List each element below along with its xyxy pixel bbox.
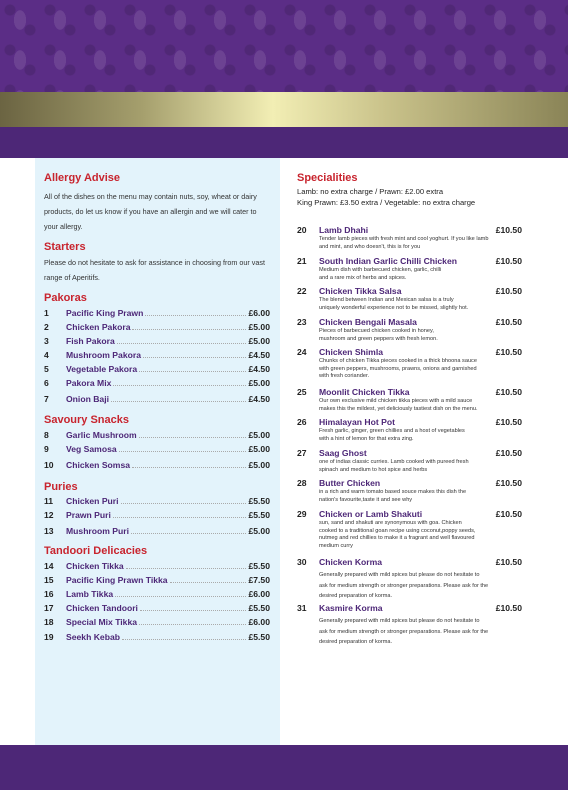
item-name: Onion Baji <box>66 394 109 404</box>
menu-item <box>44 350 270 360</box>
dot-leader <box>111 401 247 402</box>
description-line: ask for medium strength or stronger preparations. Please ask for the <box>319 628 489 635</box>
item-number: 17 <box>44 603 54 613</box>
item-name: Chicken Puri <box>66 496 119 506</box>
item-price: £10.50 <box>495 347 522 357</box>
dot-leader <box>117 343 247 344</box>
item-number: 2 <box>44 322 49 332</box>
item-number: 15 <box>44 575 54 585</box>
description-line: nation's favourite,taste it and see why <box>319 496 413 503</box>
item-price: £10.50 <box>495 256 522 266</box>
item-number: 19 <box>44 632 54 642</box>
item-number: 7 <box>44 394 49 404</box>
item-name: Special Mix Tikka <box>66 617 138 627</box>
item-number: 11 <box>44 496 54 506</box>
description-line: and mint, and who doesn't, this is for you <box>319 243 421 250</box>
item-price: £10.50 <box>495 387 522 397</box>
item-price: £4.50 <box>248 350 270 360</box>
item-name: Chicken Korma <box>319 557 383 567</box>
dot-leader <box>126 568 247 569</box>
gold-band <box>0 92 568 127</box>
item-price: £10.50 <box>495 225 522 235</box>
item-number: 1 <box>44 308 49 318</box>
item-number: 22 <box>297 286 307 296</box>
menu-item <box>44 632 270 642</box>
item-description <box>319 328 529 343</box>
item-price: £5.50 <box>248 496 270 506</box>
item-name: Saag Ghost <box>319 448 367 458</box>
menu-item <box>44 378 270 388</box>
description-line: one of indias classic curries. Lamb cooked with pureed fresh <box>319 459 469 465</box>
menu-item <box>44 364 270 374</box>
item-name: Garlic Mushroom <box>66 430 137 440</box>
description-line: The blend between Indian and Mexican salsa is a truly <box>319 297 454 303</box>
item-description <box>319 489 529 504</box>
item-number: 16 <box>44 589 54 599</box>
menu-item <box>44 561 270 571</box>
description-line: ask for medium strength or stronger preparations. Please ask for the <box>319 582 489 589</box>
dot-leader <box>145 315 246 316</box>
dot-leader <box>121 503 247 504</box>
item-number: 30 <box>297 557 307 567</box>
item-description <box>319 428 529 443</box>
description-line: with a hint of lemon for that extra zing. <box>319 435 414 442</box>
section-title: Tandoori Delicacies <box>44 545 148 557</box>
description-line: desired preparation of korma. <box>319 593 393 599</box>
item-number: 4 <box>44 350 49 360</box>
item-number: 26 <box>297 417 307 427</box>
item-price: £10.50 <box>495 478 522 488</box>
item-price: £4.50 <box>248 394 270 404</box>
item-number: 6 <box>44 378 49 388</box>
dot-leader <box>139 624 246 625</box>
speciality-item <box>297 347 522 357</box>
item-price: £5.50 <box>248 510 270 520</box>
item-name: Fish Pakora <box>66 336 115 346</box>
item-number: 5 <box>44 364 49 374</box>
speciality-item <box>297 603 522 613</box>
speciality-item <box>297 225 522 235</box>
item-name: Chicken Tikka <box>66 561 124 571</box>
dot-leader <box>132 329 246 330</box>
item-price: £5.00 <box>248 336 270 346</box>
allergy-text: All of the dishes on the menu may contain nuts, soy, wheat or dairy products, do let us know if you have an allergin and we will cater to your allergy. <box>44 192 257 231</box>
speciality-item <box>297 286 522 296</box>
dot-leader <box>119 451 247 452</box>
speciality-item <box>297 387 522 397</box>
item-price: £4.50 <box>248 364 270 374</box>
description-line: Fresh garlic, ginger, green chillies and a host of vegetables <box>319 428 465 434</box>
item-price: £5.00 <box>248 322 270 332</box>
item-price: £6.00 <box>248 308 270 318</box>
description-line: makes this the mildest, yet deliciously tastiest dish on the menu. <box>319 405 478 412</box>
item-description <box>319 267 529 282</box>
speciality-item <box>297 557 522 567</box>
section-title: Puries <box>44 481 78 493</box>
menu-item <box>44 336 270 346</box>
description-line: desired preparation of korma. <box>319 639 393 645</box>
speciality-item <box>297 417 522 427</box>
item-number: 28 <box>297 478 307 488</box>
dot-leader <box>139 371 246 372</box>
item-number: 14 <box>44 561 54 571</box>
description-line: with green peppers, mushrooms, prawns, onions and garnished <box>319 365 477 372</box>
description-line: Our own exclusive mild chicken tikka pieces with a mild sauce <box>319 398 473 404</box>
item-price: £5.00 <box>248 378 270 388</box>
menu-item <box>44 430 270 440</box>
item-name: Veg Samosa <box>66 444 117 454</box>
menu-item <box>44 496 270 506</box>
item-name: Butter Chicken <box>319 478 381 488</box>
item-description <box>319 459 529 474</box>
item-name: Himalayan Hot Pot <box>319 417 395 427</box>
speciality-item <box>297 448 522 458</box>
item-description <box>319 398 529 413</box>
item-description <box>319 236 529 251</box>
starters-title: Starters <box>44 241 86 253</box>
speciality-item <box>297 509 522 519</box>
description-line: Pieces of barbecued chicken cooked in honey, <box>319 328 434 334</box>
speciality-item <box>297 478 522 488</box>
item-name: Prawn Puri <box>66 510 111 520</box>
item-number: 25 <box>297 387 307 397</box>
item-name: Mushroom Pakora <box>66 350 141 360</box>
item-price: £5.50 <box>248 561 270 571</box>
item-name: Chicken Tikka Salsa <box>319 286 402 296</box>
dot-leader <box>143 357 247 358</box>
item-price: £10.50 <box>495 603 522 613</box>
dot-leader <box>132 467 246 468</box>
speciality-item <box>297 256 522 266</box>
item-name: Pakora Mix <box>66 378 112 388</box>
item-price: £10.50 <box>495 317 522 327</box>
item-number: 21 <box>297 256 307 266</box>
bottom-bar <box>0 745 568 790</box>
item-number: 20 <box>297 225 307 235</box>
item-name: Seekh Kebab <box>66 632 120 642</box>
description-line: nutmeg and red chillies to make it a fragrant and well flavoured <box>319 535 475 542</box>
menu-item <box>44 603 270 613</box>
item-price: £5.00 <box>248 430 270 440</box>
description-line: Chunks of chicken Tikka pieces cooked in a thick bhoona sauce <box>319 358 477 364</box>
item-price: £10.50 <box>495 448 522 458</box>
item-price: £5.00 <box>248 460 270 470</box>
item-number: 9 <box>44 444 49 454</box>
item-name: Chicken Bengali Masala <box>319 317 417 327</box>
item-name: Lamb Dhahi <box>319 225 369 235</box>
item-name: Lamb Tikka <box>66 589 114 599</box>
menu-item <box>44 510 270 520</box>
item-number: 29 <box>297 509 307 519</box>
dot-leader <box>139 437 247 438</box>
item-name: Chicken Somsa <box>66 460 130 470</box>
item-price: £5.50 <box>248 632 270 642</box>
menu-item <box>44 575 270 585</box>
item-number: 23 <box>297 317 307 327</box>
dot-leader <box>113 517 247 518</box>
description-line: Generally prepared with mild spices but please do not hesitate to <box>319 572 480 578</box>
item-price: £10.50 <box>495 417 522 427</box>
item-number: 8 <box>44 430 49 440</box>
item-number: 24 <box>297 347 307 357</box>
description-line: cooked to a traditional goan recipe using coconut,poppy seeds, <box>319 527 476 534</box>
specialities-note-1: Lamb: no extra charge / Prawn: £2.00 extra <box>297 187 444 196</box>
description-line: with fresh coriander. <box>319 373 370 380</box>
dot-leader <box>170 582 247 583</box>
item-description <box>319 520 529 550</box>
description-line: Tender lamb pieces with fresh mint and cool yoghurt. If you like lamb <box>319 236 489 242</box>
item-price: £7.50 <box>248 575 270 585</box>
menu-item <box>44 308 270 318</box>
allergy-title: Allergy Advise <box>44 172 121 184</box>
item-number: 18 <box>44 617 54 627</box>
dot-leader <box>113 385 246 386</box>
dot-leader <box>115 596 246 597</box>
dot-leader <box>140 610 247 611</box>
description-line: mushroom and green peppers with fresh lemon. <box>319 335 438 342</box>
menu-item <box>44 444 270 454</box>
speciality-item <box>297 317 522 327</box>
menu-item <box>44 617 270 627</box>
dot-leader <box>122 639 247 640</box>
starters-text: Please do not hesitate to ask for assistance in choosing from our vast range of Aperitifs. <box>44 258 265 282</box>
menu-item <box>44 589 270 599</box>
item-name: Chicken Pakora <box>66 322 131 332</box>
dot-leader <box>131 533 246 534</box>
item-price: £5.00 <box>248 444 270 454</box>
item-number: 10 <box>44 460 54 470</box>
item-number: 12 <box>44 510 54 520</box>
item-number: 31 <box>297 603 307 613</box>
description-line: and a rare mix of herbs and spices. <box>319 274 407 281</box>
menu-item <box>44 526 270 536</box>
section-title: Savoury Snacks <box>44 414 129 426</box>
item-number: 27 <box>297 448 307 458</box>
description-line: Medium dish with barbecued chicken, garlic, chilli <box>319 267 442 273</box>
item-name: Pacific King Prawn Tikka <box>66 575 168 585</box>
purple-strip <box>0 127 568 158</box>
item-name: Kasmire Korma <box>319 603 383 613</box>
item-name: Chicken Tandoori <box>66 603 138 613</box>
item-name: Moonlit Chicken Tikka <box>319 387 410 397</box>
specialities-note-2: King Prawn: £3.50 extra / Vegetable: no extra charge <box>297 198 476 207</box>
description-line: medium curry <box>319 542 353 549</box>
item-description <box>319 358 529 381</box>
item-number: 3 <box>44 336 49 346</box>
item-description <box>319 616 529 648</box>
item-name: South Indian Garlic Chilli Chicken <box>319 256 457 266</box>
item-name: Chicken Shimla <box>319 347 383 357</box>
item-price: £6.00 <box>248 617 270 627</box>
item-name: Mushroom Puri <box>66 526 130 536</box>
item-price: £5.50 <box>248 603 270 613</box>
description-line: sun, sand and shakuti are synonymous with goa. Chicken <box>319 520 462 526</box>
description-line: Generally prepared with mild spices but please do not hesitate to <box>319 618 480 624</box>
specialities-title: Specialities <box>297 172 358 184</box>
item-price: £5.00 <box>248 526 270 536</box>
damask-pattern-header <box>0 0 568 92</box>
item-description <box>319 570 529 602</box>
item-price: £6.00 <box>248 589 270 599</box>
menu-item <box>44 394 270 404</box>
item-price: £10.50 <box>495 509 522 519</box>
menu-item <box>44 322 270 332</box>
section-title: Pakoras <box>44 292 87 304</box>
description-line: uniquely wonderful experience not to be missed, slightly hot. <box>319 304 469 311</box>
item-name: Pacific King Prawn <box>66 308 144 318</box>
item-price: £10.50 <box>495 286 522 296</box>
item-name: Vegetable Pakora <box>66 364 138 374</box>
description-line: spinach and medium to hot spice and herbs <box>319 466 428 473</box>
menu-item <box>44 460 270 470</box>
item-price: £10.50 <box>495 557 522 567</box>
description-line: in a rich and warm tomato based souce makes this dish the <box>319 489 467 495</box>
item-name: Chicken or Lamb Shakuti <box>319 509 423 519</box>
item-number: 13 <box>44 526 54 536</box>
item-description <box>319 297 529 312</box>
